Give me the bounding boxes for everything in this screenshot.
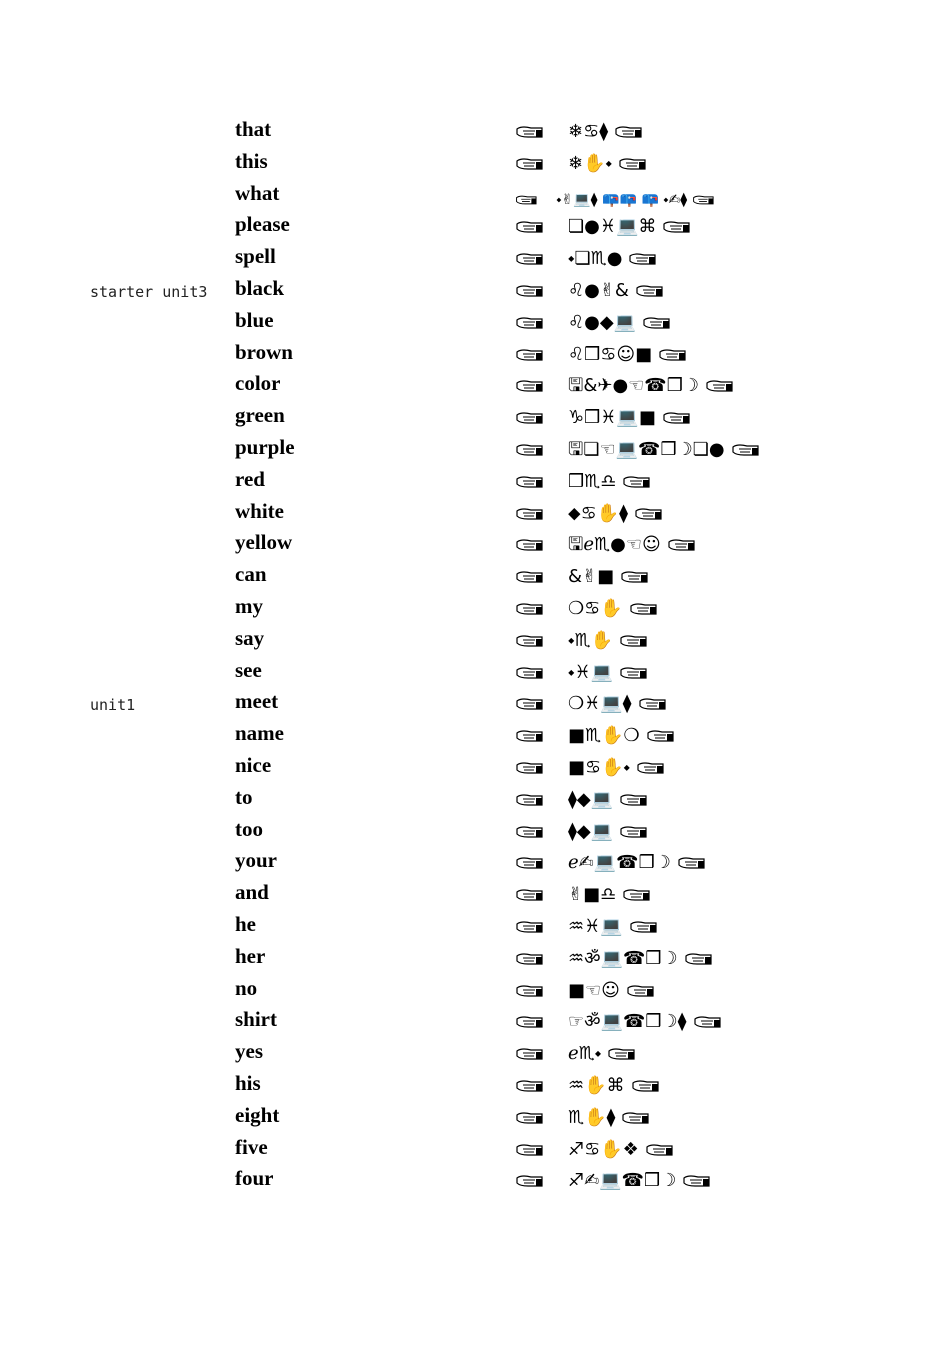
vocab-word: say	[235, 625, 265, 650]
phonetic-glyphs: ℯ✍💻☎❒☽	[568, 852, 671, 874]
phonetic-transcription	[515, 193, 715, 207]
phonetic-transcription	[515, 1045, 637, 1063]
phonetic-glyphs: ❄✋⬩	[568, 152, 612, 174]
hand-pointer-icon	[614, 124, 644, 140]
phonetic-transcription	[515, 311, 672, 333]
hand-pointer-icon	[515, 251, 545, 267]
phonetic-transcription	[515, 759, 666, 777]
phonetic-transcription	[515, 918, 659, 936]
hand-pointer-icon	[622, 474, 652, 490]
hand-pointer-icon	[515, 792, 545, 808]
phonetic-transcription	[515, 441, 761, 459]
hand-pointer-icon	[607, 1046, 637, 1062]
hand-pointer-icon	[628, 251, 658, 267]
hand-pointer-icon	[635, 283, 665, 299]
phonetic-glyphs: ♌❒♋☺■	[568, 343, 653, 365]
hand-pointer-icon	[515, 193, 538, 205]
phonetic-transcription	[515, 600, 659, 618]
phonetic-transcription	[515, 1013, 723, 1031]
phonetic-glyphs: ■☜☺	[568, 979, 620, 1001]
hand-pointer-icon	[515, 315, 545, 331]
vocab-row	[0, 495, 950, 527]
vocab-row	[0, 272, 950, 304]
vocab-word: meet	[235, 689, 279, 714]
vocab-word: see	[235, 657, 262, 682]
phonetic-transcription	[515, 788, 649, 810]
hand-pointer-icon	[515, 696, 545, 712]
phonetic-glyphs: ℯ♏⬩	[568, 1043, 602, 1065]
phonetic-glyphs: ❏●♓💻⌘	[568, 216, 657, 238]
phonetic-glyphs: ⬩❏♏●	[568, 248, 623, 270]
hand-pointer-icon	[646, 728, 676, 744]
phonetic-transcription	[515, 470, 652, 492]
vocab-word: he	[235, 912, 256, 936]
vocab-row	[0, 1003, 950, 1035]
phonetic-glyphs: ❒♏♎	[568, 470, 617, 492]
hand-pointer-icon	[618, 156, 648, 172]
vocab-row	[0, 590, 950, 622]
phonetic-transcription	[515, 1172, 712, 1190]
vocab-row	[0, 972, 950, 1004]
phonetic-transcription	[515, 727, 676, 745]
vocab-word: yes	[235, 1039, 263, 1064]
phonetic-glyphs: ❍♓💻⧫	[568, 693, 632, 715]
phonetic-glyphs: ⬩♏✋	[568, 629, 614, 651]
phonetic-transcription	[515, 250, 658, 268]
phonetic-transcription	[515, 854, 707, 872]
hand-pointer-icon	[638, 696, 668, 712]
vocab-word: brown	[235, 339, 293, 364]
phonetic-glyphs: ♑❒♓💻■	[568, 407, 656, 429]
phonetic-transcription	[515, 282, 665, 300]
phonetic-transcription	[515, 1106, 651, 1128]
hand-pointer-icon	[636, 760, 666, 776]
phonetic-transcription	[515, 502, 664, 524]
hand-pointer-icon	[515, 1173, 545, 1189]
hand-pointer-icon	[515, 1142, 545, 1158]
vocab-word: spell	[235, 244, 276, 269]
phonetic-glyphs: ⧫◆💻	[568, 788, 614, 810]
vocab-row	[0, 685, 950, 717]
phonetic-transcription	[515, 695, 668, 713]
phonetic-glyphs: ♐♋✋❖	[568, 1138, 639, 1160]
vocab-row	[0, 1162, 950, 1194]
vocab-word: green	[235, 403, 285, 428]
phonetic-glyphs: ■♏✋❍	[568, 725, 640, 747]
vocab-row	[0, 113, 950, 145]
vocab-word: color	[235, 371, 281, 396]
vocab-row	[0, 844, 950, 876]
vocab-word: his	[235, 1071, 261, 1095]
phonetic-glyphs: ⬩✌💻⧫ 📪📪 📪 ⬩✍⧫	[556, 191, 688, 208]
unit-label: unit1	[90, 696, 136, 715]
phonetic-glyphs: ⬥♋✋⧫	[568, 502, 629, 524]
hand-pointer-icon	[629, 601, 659, 617]
hand-pointer-icon	[693, 1014, 723, 1030]
vocab-row	[0, 781, 950, 813]
hand-pointer-icon	[622, 887, 652, 903]
hand-pointer-icon	[515, 347, 545, 363]
hand-pointer-icon	[705, 378, 735, 394]
vocab-word: shirt	[235, 1007, 277, 1032]
hand-pointer-icon	[515, 633, 545, 649]
hand-pointer-icon	[515, 1046, 545, 1062]
hand-pointer-icon	[631, 1078, 661, 1094]
hand-pointer-icon	[515, 156, 545, 172]
vocab-row	[0, 240, 950, 272]
phonetic-glyphs: ⬩♓💻	[568, 661, 614, 683]
hand-pointer-icon	[515, 537, 545, 553]
hand-pointer-icon	[619, 665, 649, 681]
hand-pointer-icon	[667, 537, 697, 553]
vocab-row	[0, 1099, 950, 1131]
vocab-row	[0, 558, 950, 590]
hand-pointer-icon	[645, 1142, 675, 1158]
vocab-word: eight	[235, 1102, 280, 1127]
hand-pointer-icon	[515, 442, 545, 458]
vocab-word: nice	[235, 753, 272, 777]
hand-pointer-icon	[515, 887, 545, 903]
vocab-word: please	[235, 212, 290, 237]
vocab-row	[0, 431, 950, 463]
vocab-word: yellow	[235, 530, 293, 555]
hand-pointer-icon	[515, 919, 545, 935]
phonetic-transcription	[515, 377, 735, 395]
vocab-word: blue	[235, 307, 274, 332]
hand-pointer-icon	[515, 378, 545, 394]
phonetic-glyphs: ⧫◆💻	[568, 820, 614, 842]
phonetic-glyphs: ♌●✌&	[568, 280, 629, 301]
vocab-word: too	[235, 816, 263, 841]
hand-pointer-icon	[515, 951, 545, 967]
vocab-word: five	[235, 1134, 268, 1159]
hand-pointer-icon	[515, 219, 545, 235]
phonetic-glyphs: ✌■♎	[568, 884, 617, 906]
vocab-row	[0, 399, 950, 431]
vocab-word: purple	[235, 435, 295, 459]
phonetic-transcription	[515, 409, 692, 427]
vocab-row	[0, 463, 950, 495]
vocab-row	[0, 367, 950, 399]
phonetic-glyphs: ♏✋⧫	[568, 1106, 616, 1128]
hand-pointer-icon	[515, 855, 545, 871]
phonetic-transcription	[515, 343, 688, 365]
vocab-row	[0, 1067, 950, 1099]
phonetic-glyphs: 🖫ℯ♏●☜☺	[568, 534, 661, 556]
vocab-row	[0, 749, 950, 781]
hand-pointer-icon	[515, 983, 545, 999]
vocab-word: red	[235, 466, 265, 491]
hand-pointer-icon	[619, 633, 649, 649]
phonetic-transcription	[515, 218, 692, 236]
hand-pointer-icon	[515, 728, 545, 744]
vocab-word: her	[235, 943, 266, 968]
phonetic-transcription	[515, 1138, 675, 1160]
phonetic-glyphs: 🖫&✈●☜☎❒☽	[568, 375, 699, 397]
hand-pointer-icon	[662, 410, 692, 426]
vocab-row	[0, 208, 950, 240]
vocab-row	[0, 1035, 950, 1067]
phonetic-glyphs: ♐✍💻☎❒☽	[568, 1170, 677, 1192]
vocab-word: can	[235, 562, 267, 587]
hand-pointer-icon	[515, 506, 545, 522]
vocab-row	[0, 177, 950, 209]
vocab-row	[0, 526, 950, 558]
vocab-word: your	[235, 848, 277, 873]
phonetic-glyphs: ♒♓💻	[568, 916, 623, 937]
hand-pointer-icon	[515, 474, 545, 490]
hand-pointer-icon	[621, 1110, 651, 1126]
hand-pointer-icon	[677, 855, 707, 871]
vocab-word: this	[235, 148, 268, 173]
phonetic-transcription	[515, 1077, 661, 1095]
vocab-row	[0, 940, 950, 972]
hand-pointer-icon	[515, 601, 545, 617]
vocab-row	[0, 813, 950, 845]
phonetic-transcription	[515, 568, 650, 586]
hand-pointer-icon	[515, 824, 545, 840]
phonetic-glyphs: ☞ॐ💻☎❒☽⧫	[568, 1011, 687, 1033]
phonetic-glyphs: ❍♋✋	[568, 598, 623, 619]
phonetic-glyphs: ■♋✋⬩	[568, 757, 631, 778]
vocab-row	[0, 876, 950, 908]
hand-pointer-icon	[515, 1110, 545, 1126]
phonetic-glyphs: 🖫❏☜💻☎❒☽❏●	[568, 439, 725, 460]
hand-pointer-icon	[642, 315, 672, 331]
vocab-row	[0, 717, 950, 749]
vocab-row	[0, 336, 950, 368]
hand-pointer-icon	[692, 193, 715, 205]
hand-pointer-icon	[684, 951, 714, 967]
hand-pointer-icon	[626, 983, 656, 999]
hand-pointer-icon	[515, 569, 545, 585]
phonetic-transcription	[515, 661, 649, 683]
phonetic-glyphs: &✌■	[568, 566, 615, 588]
vocab-row	[0, 908, 950, 940]
vocab-row	[0, 654, 950, 686]
hand-pointer-icon	[619, 792, 649, 808]
vocab-word: and	[235, 880, 269, 905]
hand-pointer-icon	[731, 442, 761, 458]
phonetic-transcription	[515, 886, 652, 904]
phonetic-transcription	[515, 979, 656, 1001]
hand-pointer-icon	[620, 569, 650, 585]
phonetic-glyphs: ♒ॐ💻☎❒☽	[568, 947, 678, 969]
hand-pointer-icon	[515, 760, 545, 776]
vocab-row	[0, 1131, 950, 1163]
vocab-word: four	[235, 1166, 274, 1191]
unit-label: starter unit3	[90, 283, 208, 301]
hand-pointer-icon	[658, 347, 688, 363]
phonetic-glyphs: ♒✋⌘	[568, 1075, 625, 1096]
vocab-word: white	[235, 498, 284, 523]
hand-pointer-icon	[515, 283, 545, 299]
vocab-word: my	[235, 594, 263, 618]
phonetic-transcription	[515, 536, 697, 554]
phonetic-transcription	[515, 152, 648, 174]
phonetic-transcription	[515, 820, 649, 842]
phonetic-transcription	[515, 947, 714, 969]
phonetic-glyphs: ♌●◆💻	[568, 311, 637, 333]
hand-pointer-icon	[619, 824, 649, 840]
vocab-row	[0, 622, 950, 654]
vocab-row	[0, 145, 950, 177]
hand-pointer-icon	[515, 1014, 545, 1030]
vocab-word: to	[235, 784, 253, 809]
hand-pointer-icon	[662, 219, 692, 235]
vocab-row	[0, 304, 950, 336]
vocab-word: that	[235, 117, 272, 141]
phonetic-glyphs: ❄♋⧫	[568, 121, 609, 142]
hand-pointer-icon	[682, 1173, 712, 1189]
hand-pointer-icon	[634, 506, 664, 522]
hand-pointer-icon	[515, 410, 545, 426]
hand-pointer-icon	[515, 124, 545, 140]
phonetic-transcription	[515, 123, 644, 141]
vocab-word: name	[235, 721, 284, 746]
phonetic-transcription	[515, 629, 649, 651]
hand-pointer-icon	[515, 665, 545, 681]
hand-pointer-icon	[629, 919, 659, 935]
vocab-word: what	[235, 180, 280, 205]
hand-pointer-icon	[515, 1078, 545, 1094]
vocab-word: no	[235, 975, 258, 1000]
vocab-word: black	[235, 276, 285, 300]
